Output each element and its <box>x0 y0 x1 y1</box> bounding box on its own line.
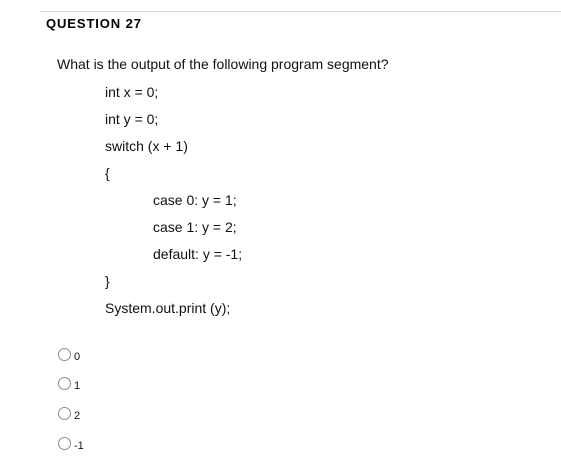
choice-option[interactable] <box>58 374 80 392</box>
code-line: case 0: y = 1; <box>153 192 237 208</box>
choice-label: 2 <box>74 410 81 422</box>
radio-button[interactable] <box>58 407 71 420</box>
choice-label: -1 <box>74 440 84 452</box>
choice-option[interactable] <box>58 434 84 452</box>
choice-label: 1 <box>74 380 81 392</box>
code-line: case 1: y = 2; <box>153 219 237 235</box>
question-header: QUESTION 27 <box>46 16 142 31</box>
choice-label: 0 <box>74 351 81 363</box>
code-line: int y = 0; <box>105 111 159 127</box>
code-line: default: y = -1; <box>153 246 243 262</box>
code-line: } <box>105 273 110 289</box>
choice-option[interactable] <box>58 345 80 363</box>
code-line: { <box>105 165 110 181</box>
code-line: System.out.print (y); <box>105 300 231 316</box>
radio-button[interactable] <box>58 437 71 450</box>
top-divider <box>40 11 561 12</box>
radio-button[interactable] <box>58 377 71 390</box>
choice-option[interactable] <box>58 404 80 422</box>
radio-button[interactable] <box>58 348 71 361</box>
code-line: int x = 0; <box>105 84 159 100</box>
code-line: switch (x + 1) <box>105 138 188 154</box>
question-prompt: What is the output of the following program segment? <box>57 56 389 72</box>
